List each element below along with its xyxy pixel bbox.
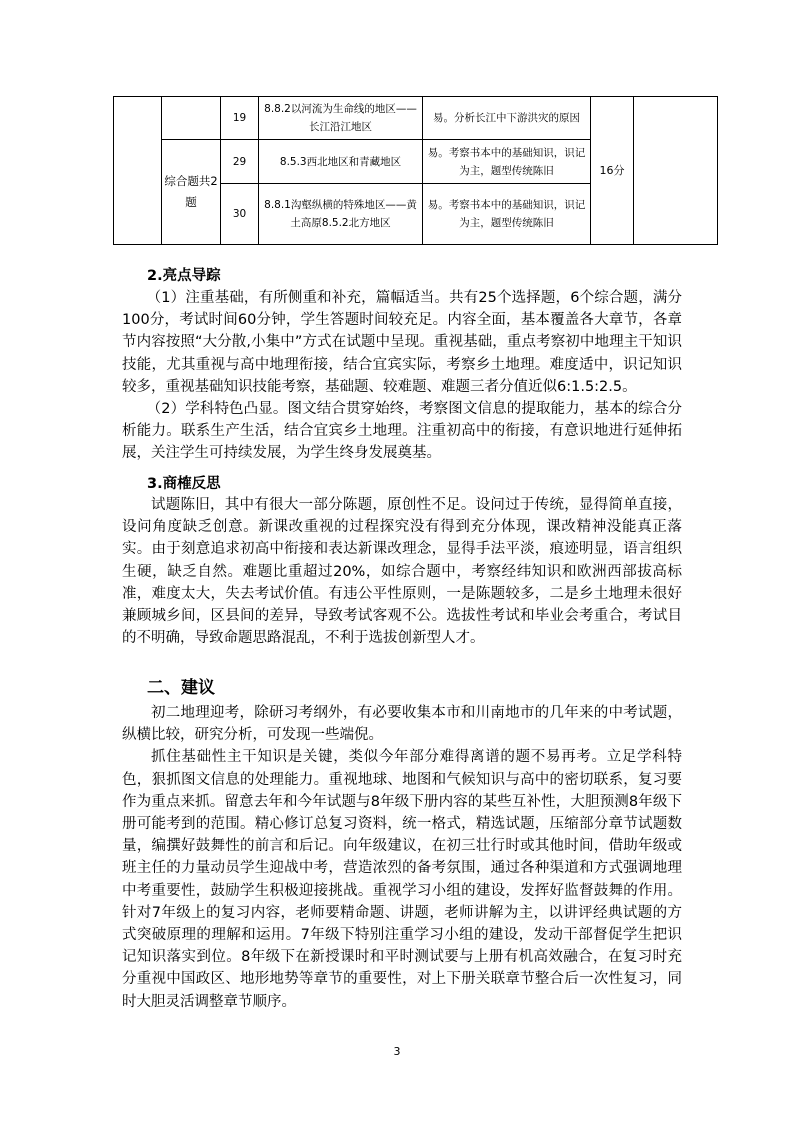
paragraph: 试题陈旧，其中有很大一部分陈题，原创性不足。设问过于传统，显得简单直接，设问角度缺乏创意。新课改重视的过程探究没有得到充分体现，课改精神没能真正落实。由于刻意追求初高中衔接和表达新课改理念，显得手法平淡，痕迹明显，语言组织生硬，缺乏自然。难题比重超过20%，如综合题中，考察经纬知识和欧洲西部拔高标准，难度太大，失去考试价值。有违公平性原则，一是陈题较多，二是乡土地理未很好兼顾城乡间，区县间的差异，导致考试客观不公。选拔性考试和毕业会考重合，考试目的不明确，导致命题思路混乱，不利于选拔创新型人才。 [122,497,682,647]
suggestions-body [122,702,682,1013]
knowledge-point-cell: 8.8.2以河流为生命线的地区——长江沿江地区 [259,97,423,140]
section-heading-reflection: 3.商榷反思 [147,476,221,492]
evaluation-cell: 易。分析长江中下游洪灾的原因 [423,97,591,140]
blank-cell [114,97,162,245]
question-number-cell: 29 [221,140,259,184]
question-number-cell: 19 [221,97,259,140]
evaluation-cell: 易。考察书本中的基础知识，识记为主，题型传统陈旧 [423,140,591,184]
blank-cell [162,97,221,140]
table-row [114,97,718,140]
paragraph: （1）注重基础，有所侧重和补充，篇幅适当。共有25个选择题，6个综合题，满分100分，考试时间60分钟，学生答题时间较充足。内容全面，基本覆盖各大章节，各章节内容按照“大分散,小集中”方式在试题中呈现。重视基础，重点考察初中地理主干知识技能，尤其重视与高中地理衔接，结合宜宾实际，考察乡土地理。难度适中，识记知识较多，重视基础知识技能考察，基础题、较难题、难题三者分值近似6:1.5:2.5。 [122,290,682,395]
section-heading-highlights: 2.亮点导踪 [147,268,221,284]
highlights-body [122,287,682,465]
section-title-suggestions: 二、建议 [147,678,215,698]
score-cell: 16分 [591,97,634,245]
question-type-cell: 综合题共2题 [162,140,221,245]
evaluation-cell: 易。考察书本中的基础知识，识记为主，题型传统陈旧 [423,184,591,245]
knowledge-point-cell: 8.5.3西北地区和青藏地区 [259,140,423,184]
exam-analysis-table [113,96,718,245]
paragraph: 抓住基础性主干知识是关键，类似今年部分难得离谱的题不易再考。立足学科特色，狠抓图文信息的处理能力。重视地球、地图和气候知识与高中的密切联系，复习要作为重点来抓。留意去年和今年试题与8年级下册内容的某些互补性，大胆预测8年级下册可能考到的范围。精心修订总复习资料，统一格式，精选试题，压缩部分章节试题数量，编撰好鼓舞性的前言和后记。向年级建议，在初三壮行时或其他时间，借助年级或班主任的力量动员学生迎战中考，营造浓烈的备考氛围，通过各种渠道和方式强调地理中考重要性，鼓励学生积极迎接挑战。重视学习小组的建设，发挥好监督鼓舞的作用。针对7年级上的复习内容，老师要精命题、讲题，老师讲解为主，以讲评经典试题的方式突破原理的理解和运用。7年级下特别注重学习小组的建设，发动干部督促学生把识记知识落实到位。8年级下在新授课时和平时测试要与上册有机高效融合，在复习时充分重视中国政区、地形地势等章节的重要性，对上下册关联章节整合后一次性复习，同时大胆灵活调整章节顺序。 [122,749,682,1010]
knowledge-point-cell: 8.8.1沟壑纵横的特殊地区——黄土高原8.5.2北方地区 [259,184,423,245]
paragraph: 初二地理迎考，除研习考纲外，有必要收集本市和川南地市的几年来的中考试题，纵横比较，研究分析，可发现一些端倪。 [122,705,682,744]
page-number: 3 [393,1045,401,1058]
question-number-cell: 30 [221,184,259,245]
blank-cell [634,97,718,245]
paragraph: （2）学科特色凸显。图文结合贯穿始终，考察图文信息的提取能力，基本的综合分析能力。联系生产生活，结合宜宾乡土地理。注重初高中的衔接，有意识地进行延伸拓展，关注学生可持续发展，为学生终身发展奠基。 [122,401,682,462]
reflection-body [122,494,682,649]
